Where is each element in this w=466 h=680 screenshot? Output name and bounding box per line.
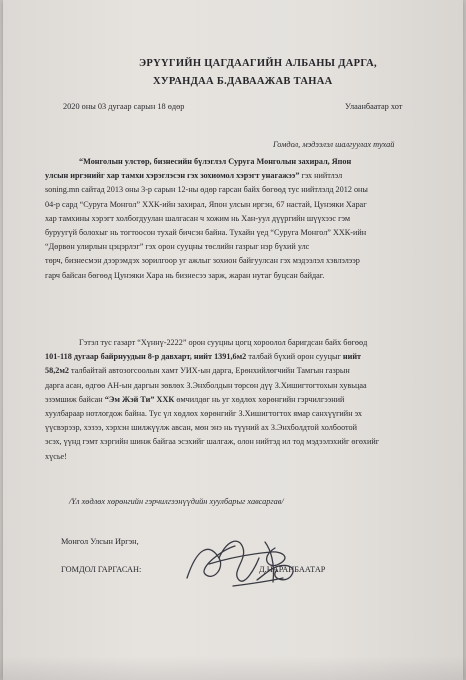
handwritten-signature <box>179 528 319 598</box>
paragraph2-line <box>45 350 437 364</box>
paragraph1-line <box>45 169 437 183</box>
paragraph1-line <box>45 269 437 283</box>
document-place: Улаанбаатар хот <box>345 102 403 111</box>
text-run: эсэх, үүнд гэмт хэргийн шинж байгаа эсэхийг шалгаж, олон нийтэд ил тод мэдээлэхийг өгөхийг <box>45 437 380 447</box>
document-date: 2020 оны 03 дугаар сарын 18 өдөр <box>63 102 185 111</box>
text-run: үүсвэрээр, хэзээ, хэрхэн шилжүүлж авсан, мөн энэ нь түүний ах З.Энхболдтой холбоотой <box>45 423 358 433</box>
text-run: талбай бүхий орон сууцыг <box>246 352 343 362</box>
text-run: төрч, бизнесмэн дээрэмдэх зорилгоор уг ажлыг зохион байгуулсан гэх мэдээлэл хэвлэлээр <box>45 256 360 266</box>
bold-text-run: нийт <box>342 352 362 362</box>
text-run: хар тамхины хэрэгт холбогдуулан шалгасан ч хожим нь Хан-уул дүүргийн шүүхээс гэм <box>45 213 351 223</box>
text-run: “Дөрвөн улирлын цэцэрлэг” гэх орон сууцны төслийн газрыг нэр бүхий улс <box>45 242 310 252</box>
paragraph2-line <box>45 450 437 464</box>
complainant-name: Д.НАРАНБААТАР <box>259 565 326 574</box>
bold-text-run: 58,2м2 <box>45 366 69 376</box>
paragraph-1 <box>45 155 437 283</box>
paragraph1-line <box>45 226 437 240</box>
text-run: өмчилдөг нь уг хөдлөх хөрөнгийн гэрчилгээний <box>174 394 345 404</box>
paragraph-1-lines <box>45 155 437 283</box>
text-run: хуулбараар нотлогдож байна. Тус үл хөдлөх хөрөнгийг З.Хишигтогтох ямар санхүүгийн эх <box>45 409 362 419</box>
paragraph-2-lines <box>45 336 437 464</box>
text-run: гарч байсан бөгөөд Цунэяки Хара нь бизнесээ зарж, жаран нутаг буцсан байдаг. <box>45 270 325 280</box>
text-run: буруугүй болохыг нь тогтоосон тухай бичсэн байна. Тухайн үед “Суруга Монгол” ХХК-ийн <box>45 228 367 238</box>
paragraph1-line <box>45 240 437 254</box>
paragraph-2 <box>45 336 437 464</box>
bold-text-run: “Эм Жэй Ти” ХХК <box>104 394 175 404</box>
text-run: эзэмшиж байсан <box>45 394 105 404</box>
paragraph1-line <box>45 198 437 212</box>
document-sheet <box>3 0 463 680</box>
text-run: талбайтай автозогсоолын хамт УИХ-ын дарга, Ерөнхийлөгчийн Тамгын газрын <box>69 366 350 376</box>
bold-text-run: улсын иргэнийг хар тамхи хэрэглэсэн гэх зохиомол хэрэгт унагажээ” <box>45 171 300 181</box>
bold-text-run: “Монголын улстөр, бизнесийн бүлэглэл Суруга Монголын захирал, Япон <box>79 157 352 166</box>
bold-text-run: 101-118 дугаар байрнуудын 8-р давхарт, нийт 1391,6м2 <box>45 352 247 362</box>
text-run: гэх нийтлэл <box>299 171 343 181</box>
paragraph2-line <box>45 393 437 407</box>
paragraph2-line <box>45 336 437 350</box>
subject-line: Гомдол, мэдээлэл шалгуулах тухай <box>273 140 395 149</box>
paragraph1-line <box>45 183 437 197</box>
paragraph2-line <box>45 379 437 393</box>
text-run: 04-р сард “Суруга Монгол” ХХК-ийн захирал, Япон улсын иргэн, 67 настай, Цунэяки Хараг <box>45 199 367 209</box>
paragraph2-line <box>45 435 437 449</box>
paragraph1-line <box>45 254 437 268</box>
text-run: Гэтэл тус газарт “Хүннү-2222” орон сууцны цогц хороолол баригдсан байх бөгөөд <box>79 338 368 347</box>
photo-shadow <box>0 656 466 680</box>
text-run: хүсье! <box>45 451 67 461</box>
paragraph2-line <box>45 421 437 435</box>
text-run: soning.mn сайтад 2013 оны 3-р сарын 12-ны өдөр гарсан байх бөгөөд тус нийтлэлд 2012 оны <box>45 185 368 195</box>
addressee-line-2: ХУРАНДАА Б.ДАВААЖАВ ТАНАА <box>153 76 333 87</box>
paragraph2-line <box>45 407 437 421</box>
citizen-label: Монгол Улсын Иргэн, <box>61 537 139 546</box>
paragraph1-line <box>45 212 437 226</box>
paragraph1-line <box>45 155 437 169</box>
attachment-note: /Үл хөдлөх хөрөнгийн гэрчилгээнүүдийн хуулбарыг хавсаргав/ <box>69 497 284 506</box>
addressee-line-1: ЭРҮҮГИЙН ЦАГДААГИЙН АЛБАНЫ ДАРГА, <box>139 58 377 69</box>
paragraph2-line <box>45 364 437 378</box>
text-run: дарга асан, өдгөө АН-ын даргын зөвлөх З.Энхболдын төрсөн дүү З.Хишигтогтохын хувьцаа <box>45 380 367 390</box>
complainant-label: ГОМДОЛ ГАРГАСАН: <box>61 565 142 574</box>
